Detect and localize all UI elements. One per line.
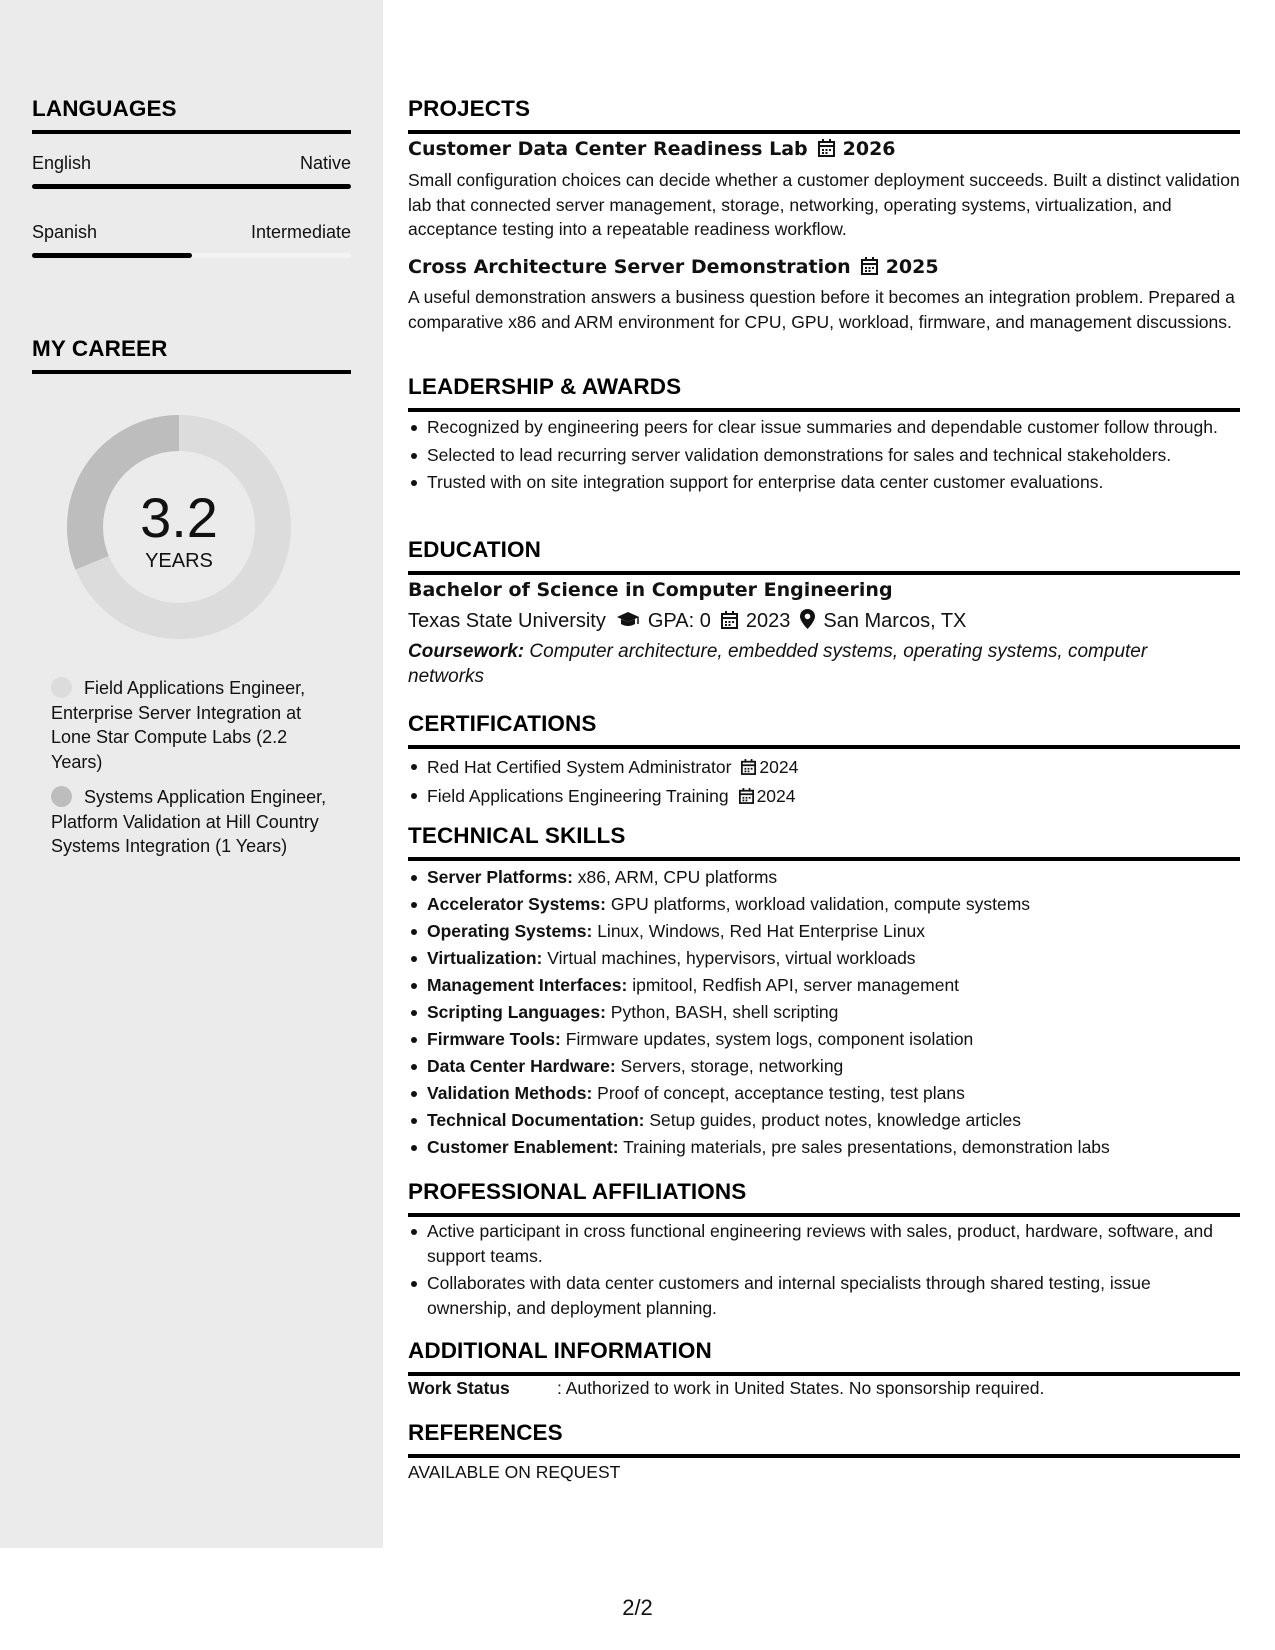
projects-title: PROJECTS — [408, 96, 531, 121]
certifications-title: CERTIFICATIONS — [408, 711, 597, 736]
language-name: Spanish — [32, 222, 98, 242]
map-pin-icon — [800, 609, 815, 635]
additional-section-header — [408, 1338, 1240, 1376]
skills-section-header — [408, 823, 1240, 861]
list-item — [408, 864, 1240, 891]
affiliations-section-header — [408, 1179, 1240, 1217]
education-coursework — [408, 640, 1208, 689]
career-item — [51, 676, 331, 774]
skill-label: Scripting Languages: — [427, 1002, 606, 1022]
skills-title: TECHNICAL SKILLS — [408, 823, 626, 848]
list-item — [408, 1080, 1240, 1107]
certification-name: Red Hat Certified System Administrator — [427, 757, 732, 777]
work-status-label: Work Status — [408, 1378, 510, 1398]
skill-value: Setup guides, product notes, knowledge articles — [649, 1110, 1021, 1130]
certification-year: 2024 — [756, 786, 796, 806]
project-title — [408, 138, 896, 162]
career-total-unit: YEARS — [145, 550, 213, 572]
skill-value: ipmitool, Redfish API, server management — [632, 975, 960, 995]
list-item: Trusted with on site integration support for enterprise data center customer evaluations. — [408, 470, 1240, 495]
section-rule — [408, 745, 1240, 749]
skill-value: Linux, Windows, Red Hat Enterprise Linux — [597, 921, 925, 941]
skill-label: Data Center Hardware: — [427, 1056, 616, 1076]
skill-label: Operating Systems: — [427, 921, 593, 941]
career-donut-chart — [67, 415, 291, 639]
section-rule — [408, 571, 1240, 575]
list-item: Selected to lead recurring server validation demonstrations for sales and technical stakeholders. — [408, 443, 1240, 468]
calendar-icon — [741, 756, 756, 783]
list-item — [408, 918, 1240, 945]
list-item: Recognized by engineering peers for clear issue summaries and dependable customer follow through. — [408, 415, 1240, 440]
education-gpa: GPA: 0 — [647, 610, 711, 632]
section-rule — [408, 857, 1240, 861]
project-year: 2025 — [885, 256, 939, 278]
certification-year: 2024 — [759, 757, 799, 777]
certifications-list — [408, 754, 1240, 812]
calendar-icon — [818, 139, 835, 162]
list-item — [408, 1053, 1240, 1080]
project-name: Cross Architecture Server Demonstration — [408, 256, 851, 278]
skill-label: Customer Enablement: — [427, 1137, 619, 1157]
education-degree: Bachelor of Science in Computer Engineering — [408, 579, 893, 601]
skill-value: GPU platforms, workload validation, compute systems — [610, 894, 1031, 914]
skill-label: Server Platforms: — [427, 867, 573, 887]
section-rule — [408, 1454, 1240, 1458]
list-item — [408, 945, 1240, 972]
skill-value: Proof of concept, acceptance testing, test plans — [597, 1083, 965, 1103]
skill-value: x86, ARM, CPU platforms — [577, 867, 778, 887]
skill-label: Firmware Tools: — [427, 1029, 561, 1049]
skill-value: Training materials, pre sales presentations, demonstration labs — [623, 1137, 1110, 1157]
calendar-icon — [861, 257, 878, 280]
skills-list — [408, 864, 1240, 1161]
affiliations-title: PROFESSIONAL AFFILIATIONS — [408, 1179, 747, 1204]
list-item: Active participant in cross functional engineering reviews with sales, product, hardware, software, and support teams. — [408, 1219, 1240, 1268]
section-rule — [408, 130, 1240, 134]
skill-value: Python, BASH, shell scripting — [610, 1002, 839, 1022]
language-bar-fill — [32, 184, 351, 189]
additional-title: ADDITIONAL INFORMATION — [408, 1338, 712, 1363]
section-rule — [408, 408, 1240, 412]
sidebar — [0, 0, 383, 1548]
coursework-label: Coursework: — [408, 641, 525, 662]
language-name: English — [32, 153, 92, 173]
career-item — [51, 785, 331, 859]
skill-label: Virtualization: — [427, 948, 543, 968]
project-description: A useful demonstration answers a business question before it becomes an integration problem. Prepared a comparative x86 and ARM environment for CPU, GPU, workload, firmware, and management discussions. — [408, 287, 1235, 332]
career-section-header — [32, 336, 351, 374]
career-item-text: Field Applications Engineer, Enterprise Server Integration at Lone Star Compute Labs (2.2 Years) — [51, 678, 306, 772]
projects-section-header — [408, 96, 1240, 134]
project-title — [408, 256, 939, 280]
language-bar-fill — [32, 253, 192, 258]
graduation-cap-icon — [616, 611, 640, 635]
section-rule — [408, 1372, 1240, 1376]
page-number: 2/2 — [622, 1595, 653, 1620]
skill-value: Servers, storage, networking — [620, 1056, 844, 1076]
leadership-list — [408, 415, 1240, 495]
list-item: Collaborates with data center customers and internal specialists through shared testing, issue ownership, and deployment planning. — [408, 1271, 1240, 1320]
references-section-header — [408, 1420, 1240, 1458]
education-location: San Marcos, TX — [823, 610, 967, 632]
language-bar-english — [32, 184, 351, 189]
language-level: Intermediate — [250, 222, 351, 242]
education-year: 2023 — [745, 610, 791, 632]
career-rule — [32, 370, 351, 374]
list-item — [408, 783, 1240, 812]
leadership-title: LEADERSHIP & AWARDS — [408, 374, 682, 399]
career-title: MY CAREER — [32, 336, 168, 361]
languages-section-header — [32, 96, 351, 134]
education-section-header — [408, 537, 1240, 575]
education-title: EDUCATION — [408, 537, 541, 562]
project-description: Small configuration choices can decide whether a customer deployment succeeds. Built a distinct validation lab that connected server management, storage, networking, operating systems, virtualization, and acceptance testing into a repeatable readiness workflow. — [408, 170, 1240, 239]
languages-title: LANGUAGES — [32, 96, 177, 121]
list-item — [408, 1107, 1240, 1134]
career-total-years: 3.2 — [140, 486, 218, 549]
skill-label: Validation Methods: — [427, 1083, 593, 1103]
calendar-icon — [721, 611, 738, 635]
list-item — [408, 1026, 1240, 1053]
language-bar-spanish — [32, 253, 351, 258]
certification-name: Field Applications Engineering Training — [427, 786, 729, 806]
skill-label: Accelerator Systems: — [427, 894, 606, 914]
career-item-text: Systems Application Engineer, Platform Validation at Hill Country Systems Integration (1 Years) — [51, 787, 327, 856]
skill-value: Firmware updates, system logs, component isolation — [565, 1029, 974, 1049]
certifications-section-header — [408, 711, 1240, 749]
project-year: 2026 — [842, 138, 896, 160]
skill-label: Technical Documentation: — [427, 1110, 645, 1130]
coursework-text: Computer architecture, embedded systems, operating systems, computer networks — [408, 641, 1148, 687]
project-name: Customer Data Center Readiness Lab — [408, 138, 808, 160]
list-item — [408, 999, 1240, 1026]
languages-rule — [32, 130, 351, 134]
education-details — [408, 609, 966, 635]
skill-label: Management Interfaces: — [427, 975, 628, 995]
work-status-value: : Authorized to work in United States. No sponsorship required. — [557, 1378, 1045, 1398]
list-item — [408, 972, 1240, 999]
calendar-icon — [739, 785, 754, 812]
career-legend-dot — [51, 786, 72, 807]
leadership-section-header — [408, 374, 1240, 412]
references-title: REFERENCES — [408, 1420, 563, 1445]
list-item — [408, 754, 1240, 783]
affiliations-list — [408, 1219, 1240, 1320]
list-item — [408, 1134, 1240, 1161]
list-item — [408, 891, 1240, 918]
references-text: AVAILABLE ON REQUEST — [408, 1462, 621, 1482]
language-level: Native — [299, 153, 351, 173]
skill-value: Virtual machines, hypervisors, virtual workloads — [547, 948, 916, 968]
section-rule — [408, 1213, 1240, 1217]
education-school: Texas State University — [408, 610, 606, 632]
career-legend-dot — [51, 677, 72, 698]
